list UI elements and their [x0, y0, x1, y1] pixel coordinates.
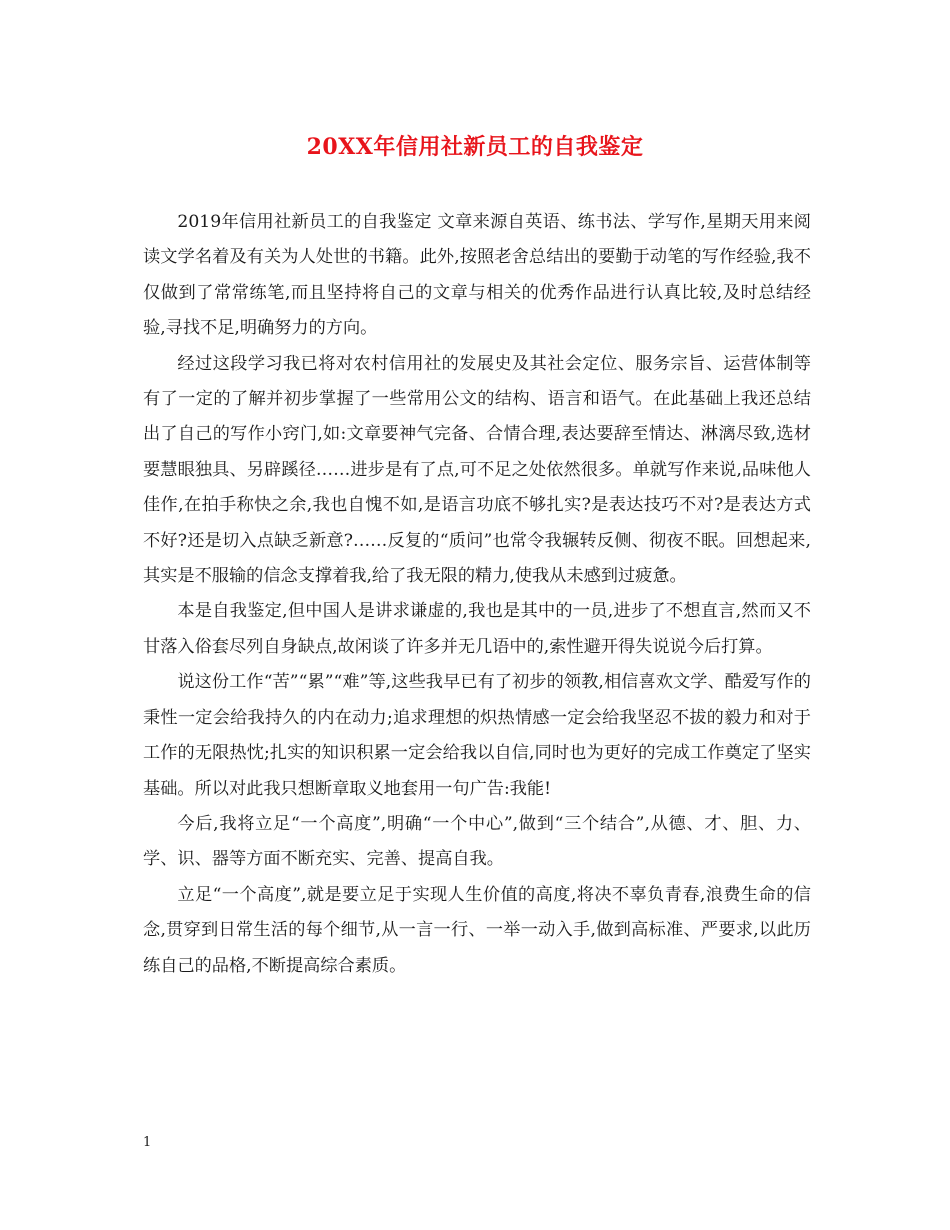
- paragraph-6: 立足“一个高度”,就是要立足于实现人生价值的高度,将决不辜负青春,浪费生命的信念,贯穿到日常生活的每个细节,从一言一行、一举一动入手,做到高标准、严要求,以此历练自己的品格,不断提高综合素质。: [143, 884, 811, 976]
- paragraph-3: 本是自我鉴定,但中国人是讲求谦虚的,我也是其中的一员,进步了不想直言,然而又不甘落入俗套尽列自身缺点,故闲谈了许多并无几语中的,索性避开得失说说今后打算。: [143, 601, 811, 657]
- paragraph-5: 今后,我将立足“一个高度”,明确“一个中心”,做到“三个结合”,从德、才、胆、力、学、识、器等方面不断充实、完善、提高自我。: [143, 813, 811, 870]
- paragraph-1: 2019年信用社新员工的自我鉴定 文章来源自英语、练书法、学写作,星期天用来阅读文学名着及有关为人处世的书籍。此外,按照老舍总结出的要勤于动笔的写作经验,我不仅做到了常常练笔,而且坚持将自己的文章与相关的优秀作品进行认真比较,及时总结经验,寻找不足,明确努力的方向。: [143, 212, 811, 339]
- document-title: 20XX年信用社新员工的自我鉴定: [306, 134, 644, 160]
- paragraph-4: 说这份工作“苦”“累”“难”等,这些我早已有了初步的领教,相信喜欢文学、酷爱写作的秉性一定会给我持久的内在动力;追求理想的炽热情感一定会给我坚忍不拔的毅力和对于工作的无限热忱;扎实的知识积累一定会给我以自信,同时也为更好的完成工作奠定了坚实基础。所以对此我只想断章取义地套用一句广告:我能!: [143, 672, 811, 799]
- page-number: 1: [143, 1135, 152, 1150]
- document-body: [143, 205, 811, 984]
- paragraph-2: 经过这段学习我已将对农村信用社的发展史及其社会定位、服务宗旨、运营体制等有了一定的了解并初步掌握了一些常用公文的结构、语言和语气。在此基础上我还总结出了自己的写作小窍门,如:文章要神气完备、合情合理,表达要辞至情达、淋漓尽致,选材要慧眼独具、另辟蹊径……进步是有了点,可不足之处依然很多。单就写作来说,品味他人佳作,在拍手称快之余,我也自愧不如,是语言功底不够扎实?是表达技巧不对?是表达方式不好?还是切入点缺乏新意?……反复的“质问”也常令我辗转反侧、彻夜不眠。回想起来,其实是不服输的信念支撑着我,给了我无限的精力,使我从未感到过疲惫。: [143, 353, 811, 587]
